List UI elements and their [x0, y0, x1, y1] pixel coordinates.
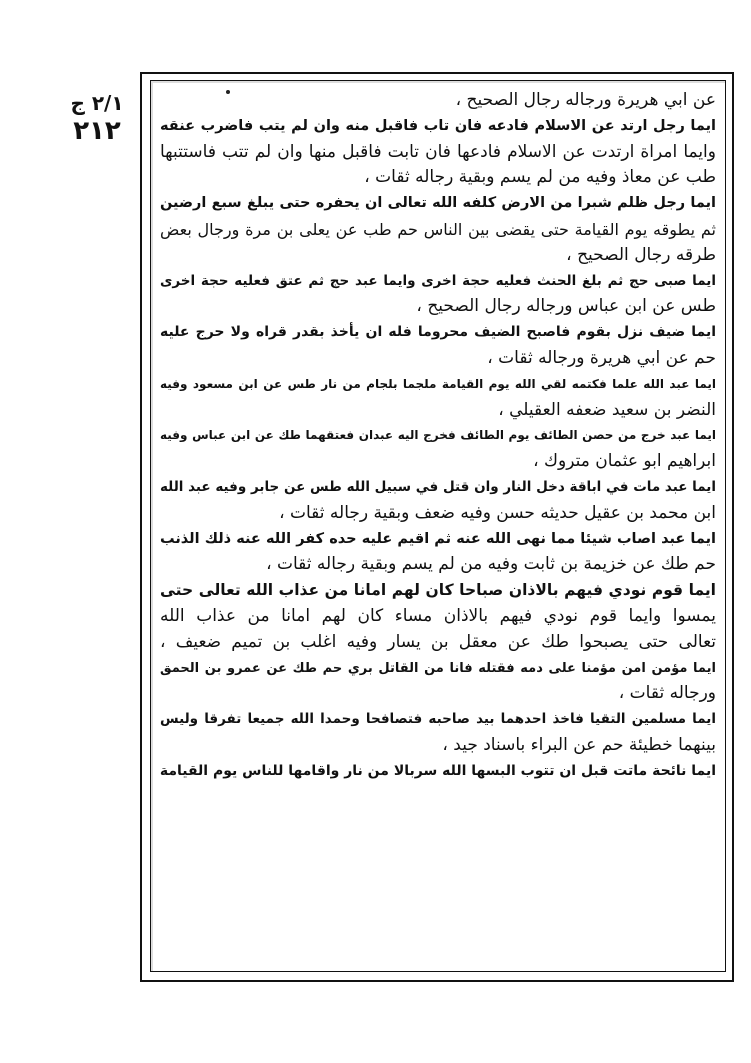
text-line: ايما رجل ارتد عن الاسلام فادعه فان تاب فاقبل منه وان لم يتب فاضرب عنقه — [160, 117, 716, 134]
text-line: ايما قوم نودي فيهم بالاذان صباحا كان لهم امانا من عذاب الله تعالى حتى — [160, 581, 716, 600]
text-line: ايما عبد الله علما فكتمه لقي الله يوم القيامة ملجما بلجام من نار طس عن ابن مسعود وفيه — [160, 376, 716, 391]
text-line: وايما امراة ارتدت عن الاسلام فادعها فان تابت فاقبل منها وان لم تتب فاستتبها — [160, 141, 716, 162]
text-line: ايما عبد خرج من حصن الطائف يوم الطائف فخرج اليه عبدان فعتقهما طك عن ابن عباس وفيه — [160, 428, 716, 443]
folio-page-number: ٢١٢ — [73, 116, 121, 146]
folio-volume: ٢/١ ج — [70, 91, 124, 115]
text-line: ايما مسلمين التقيا فاخذ احدهما بيد صاحبه فتصافحا وحمدا الله جميعا تفرقا وليس — [160, 711, 716, 728]
text-line: طرقه رجال الصحيح ، — [566, 244, 716, 265]
text-line: ابراهيم ابو عثمان متروك ، — [533, 451, 716, 472]
text-line: ابن محمد بن عقيل حديثه حسن وفيه ضعف وبقية رجاله ثقات ، — [279, 502, 716, 523]
text-line: ايما عبد اصاب شيئا مما نهى الله عنه ثم اقيم عليه حده كفر الله عنه ذلك الذنب — [160, 530, 716, 547]
text-line: ايما ضيف نزل بقوم فاصبح الضيف محروما فله ان يأخذ بقدر قراه ولا حرج عليه — [160, 324, 716, 341]
text-line: عن ابي هريرة ورجاله رجال الصحيح ، — [455, 90, 716, 110]
text-line: ايما نائحة ماتت قبل ان تتوب البسها الله سربالا من نار واقامها للناس يوم القيامة — [159, 762, 716, 779]
text-line: ورجاله ثقات ، — [618, 683, 716, 704]
text-line: ايما رجل ظلم شبرا من الارض كلفه الله تعالى ان يحفره حتى يبلغ سبع ارضين — [160, 195, 716, 212]
text-line: تعالى حتى يصبحوا طك عن معقل بن يسار وفيه اغلب بن تميم ضعيف ، — [160, 631, 716, 652]
text-line: يمسوا وايما قوم نودي فيهم بالاذان مساء كان لهم امانا من عذاب الله — [160, 605, 716, 626]
text-line: ثم يطوقه يوم القيامة حتى يقضى بين الناس حم طب عن يعلى بن مرة ورجال بعض — [160, 219, 716, 239]
text-line: طب عن معاذ وفيه من لم يسم وبقية رجاله ثقات ، — [364, 167, 716, 188]
text-line: حم طك عن خزيمة بن ثابت وفيه من لم يسم وبقية رجاله ثقات ، — [266, 554, 716, 575]
folio-marginal-note — [62, 90, 132, 146]
text-line: بينهما خطيئة حم عن البراء باسناد جيد ، — [442, 734, 716, 755]
text-line: ايما مؤمن امن مؤمنا على دمه فقتله فانا من القاتل بري حم طك عن عمرو بن الحمق — [160, 660, 716, 676]
text-line: النضر بن سعيد ضعفه العقيلي ، — [498, 399, 716, 420]
text-line: ايما صبى حج ثم بلغ الحنث فعليه حجة اخرى وايما عبد حج ثم عتق فعليه حجة اخرى — [160, 272, 716, 289]
manuscript-text-block — [156, 88, 720, 964]
text-line: طس عن ابن عباس ورجاله رجال الصحيح ، — [416, 296, 716, 317]
text-line: ايما عبد مات في اباقة دخل النار وان قتل في سبيل الله طس عن جابر وفيه عبد الله — [160, 478, 716, 495]
text-line: حم عن ابي هريرة ورجاله ثقات ، — [487, 347, 716, 368]
